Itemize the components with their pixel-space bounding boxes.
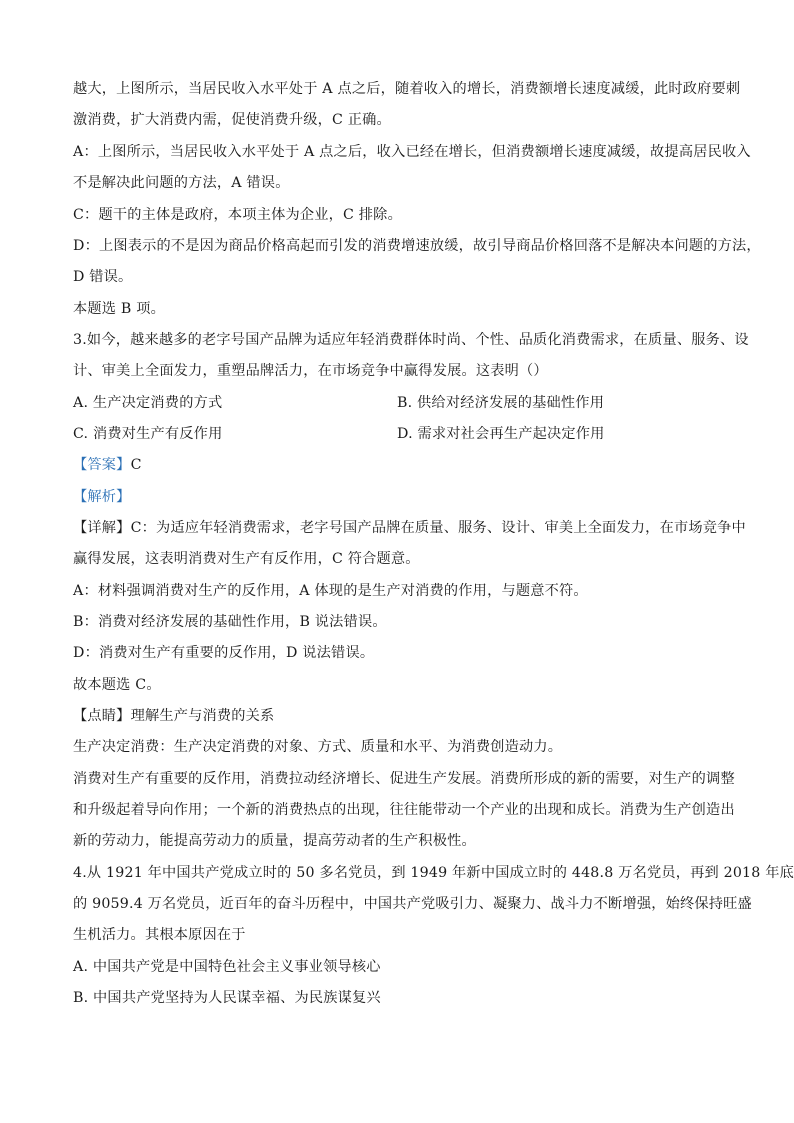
point-paragraph-2-end: 新的劳动力，能提高劳动力的质量，提高劳动者的生产积极性。 [73, 833, 476, 849]
question-3-stem: 3.如今，越来越多的老字号国产品牌为适应年轻消费群体时尚、个性、品质化消费需求，在质量、服务、设 [73, 332, 749, 348]
detail-text: C：为适应年轻消费需求，老字号国产品牌在质量、服务、设计、审美上全面发力，在市场竞争中 [130, 520, 746, 536]
answer-tag: 【答案】 [73, 457, 131, 473]
point-line [73, 705, 274, 725]
point-paragraph-2: 消费对生产有重要的反作用，消费拉动经济增长、促进生产发展。消费所形成的新的需要，对生产的调整 [73, 771, 735, 787]
point-paragraph-1: 生产决定消费：生产决定消费的对象、方式、质量和水平、为消费创造动力。 [73, 739, 563, 755]
question-4-stem-cont: 的 9059.4 万名党员，近百年的奋斗历程中，中国共产党吸引力、凝聚力、战斗力不断增强，始终保持旺盛 [73, 896, 752, 912]
explain-d: D：消费对生产有重要的反作用，D 说法错误。 [73, 645, 375, 661]
question-4-stem-end: 生机活力。其根本原因在于 [73, 927, 246, 943]
explain-b: B：消费对经济发展的基础性作用，B 说法错误。 [73, 614, 387, 630]
final-choice: 故本题选 C。 [73, 677, 161, 693]
detail-line-cont: 赢得发展，这表明消费对生产有反作用，C 符合题意。 [73, 551, 420, 567]
point-text: 理解生产与消费的关系 [130, 708, 275, 724]
option-b: B. 供给对经济发展的基础性作用 [397, 395, 605, 411]
option-c: C. 消费对生产有反作用 [73, 426, 223, 442]
analysis-tag: 【解析】 [73, 489, 131, 505]
analysis-option-d-cont: D 错误。 [73, 269, 133, 285]
analysis-option-c: C：题干的主体是政府，本项主体为企业，C 排除。 [73, 207, 402, 223]
point-paragraph-2-cont: 和升级起着导向作用；一个新的消费热点的出现，往往能带动一个产业的出现和成长。消费为生产创造出 [73, 802, 735, 818]
final-choice: 本题选 B 项。 [73, 301, 165, 317]
option-d: D. 需求对社会再生产起决定作用 [397, 426, 605, 442]
option-a: A. 中国共产党是中国特色社会主义事业领导核心 [73, 959, 381, 975]
detail-line [73, 517, 746, 537]
option-b: B. 中国共产党坚持为人民谋幸福、为民族谋复兴 [73, 990, 381, 1006]
explain-a: A：材料强调消费对生产的反作用，A 体现的是生产对消费的作用，与题意不符。 [73, 583, 588, 599]
answer-line [73, 454, 142, 474]
point-tag: 【点睛】 [73, 708, 131, 724]
detail-tag: 【详解】 [73, 520, 131, 536]
question-3-stem-cont: 计、审美上全面发力，重塑品牌活力，在市场竞争中赢得发展。这表明（） [73, 363, 548, 379]
question-4-stem: 4.从 1921 年中国共产党成立时的 50 多名党员，到 1949 年新中国成立时的 448.8 万名党员，再到 2018 年底 [73, 865, 794, 881]
answer-value: C [130, 457, 142, 473]
analysis-option-a-cont: 不是解决此问题的方法，A 错误。 [73, 175, 290, 191]
option-a: A. 生产决定消费的方式 [73, 395, 223, 411]
analysis-option-d: D：上图表示的不是因为商品价格高起而引发的消费增速放缓，故引导商品价格回落不是解决本问题的方法， [73, 238, 761, 254]
analysis-option-a: A：上图所示，当居民收入水平处于 A 点之后，收入已经在增长，但消费额增长速度减缓，故提高居民收入 [73, 144, 751, 160]
analysis-line: 激消费，扩大消费内需，促使消费升级，C 正确。 [73, 112, 391, 128]
analysis-line: 越大，上图所示，当居民收入水平处于 A 点之后，随着收入的增长，消费额增长速度减缓，此时政府要刺 [73, 81, 741, 97]
